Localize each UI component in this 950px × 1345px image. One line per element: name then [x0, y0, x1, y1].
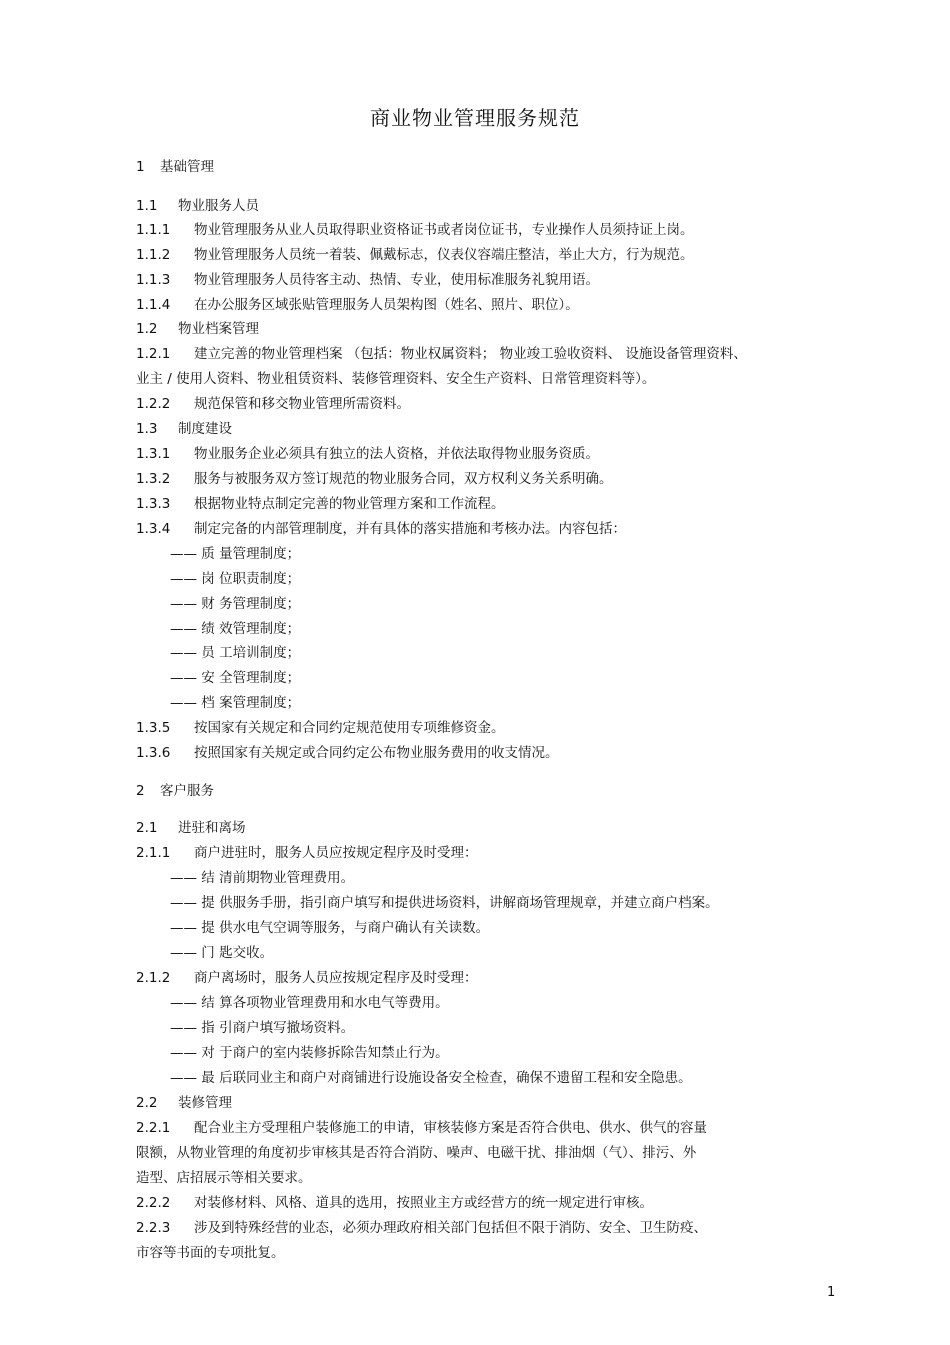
section-number: 1.3.4: [136, 521, 171, 537]
line-text: 进驻和离场: [178, 820, 246, 836]
text-line: [136, 246, 694, 264]
section-number: 1.3.1: [136, 446, 171, 462]
line-text: —— 安 全管理制度；: [170, 670, 301, 686]
line-text: 对装修材料、风格、道具的选用，按照业主方或经营方的统一规定进行审核。: [194, 1195, 653, 1211]
text-line: [136, 844, 478, 862]
section-number: 2.2.1: [136, 1120, 171, 1136]
line-text: 造型、店招展示等相关要求。: [136, 1170, 312, 1186]
line-text: —— 最 后联同业主和商户对商铺进行设施设备安全检查，确保不遗留工程和安全隐患。: [170, 1070, 692, 1086]
line-text: —— 提 供服务手册，指引商户填写和提供进场资料，讲解商场管理规章，并建立商户档案。: [170, 895, 719, 911]
text-line: [136, 1094, 232, 1112]
text-line: [136, 719, 505, 737]
section-number: 2.1.1: [136, 845, 171, 861]
line-text: 物业服务人员: [178, 198, 259, 214]
text-line: [136, 744, 559, 762]
text-line: [136, 1169, 312, 1187]
line-text: 客户服务: [160, 783, 214, 799]
text-line: [136, 819, 246, 837]
section-number: 1.3.5: [136, 720, 171, 736]
text-line: [136, 296, 579, 314]
section-number: 1.1: [136, 198, 158, 214]
text-line: [170, 919, 489, 937]
section-number: 1.2.1: [136, 346, 171, 362]
text-line: [136, 221, 694, 239]
line-text: —— 员 工培训制度；: [170, 645, 301, 661]
line-text: —— 质 量管理制度；: [170, 546, 301, 562]
text-line: [136, 445, 599, 463]
line-text: 市容等书面的专项批复。: [136, 1245, 285, 1261]
text-line: [136, 782, 214, 800]
line-text: 根据物业特点制定完善的物业管理方案和工作流程。: [194, 496, 505, 512]
line-text: 服务与被服务双方签订规范的物业服务合同，双方权利义务关系明确。: [194, 471, 613, 487]
line-text: 按照国家有关规定或合同约定公布物业服务费用的收支情况。: [194, 745, 559, 761]
line-text: —— 结 清前期物业管理费用。: [170, 870, 355, 886]
line-text: —— 提 供水电气空调等服务，与商户确认有关读数。: [170, 920, 490, 936]
text-line: [170, 869, 354, 887]
text-line: [136, 158, 214, 176]
text-line: [170, 694, 300, 712]
text-line: [170, 620, 300, 638]
line-text: 业主 / 使用人资料、物业租赁资料、装修管理资料、安全生产资料、日常管理资料等）。: [136, 371, 656, 387]
line-text: 制度建设: [178, 421, 232, 437]
section-number: 1.2: [136, 321, 158, 337]
text-line: [136, 1119, 707, 1137]
section-number: 2: [136, 783, 145, 799]
section-number: 1.1.4: [136, 297, 171, 313]
section-number: 1.3: [136, 421, 158, 437]
text-line: [136, 969, 478, 987]
text-line: [170, 595, 300, 613]
section-number: 1.2.2: [136, 396, 171, 412]
text-line: [170, 944, 273, 962]
line-text: 装修管理: [178, 1095, 232, 1111]
section-number: 2.1: [136, 820, 158, 836]
line-text: —— 结 算各项物业管理费用和水电气等费用。: [170, 995, 449, 1011]
text-line: [136, 271, 599, 289]
text-line: [136, 1219, 707, 1237]
section-number: 2.2: [136, 1095, 158, 1111]
line-text: 限额，从物业管理的角度初步审核其是否符合消防、噪声、电磁干扰、排油烟（气）、排污、外: [136, 1145, 697, 1161]
section-number: 2.2.2: [136, 1195, 171, 1211]
line-text: —— 财 务管理制度；: [170, 596, 301, 612]
text-line: [170, 1019, 354, 1037]
section-number: 1: [136, 159, 145, 175]
line-text: —— 岗 位职责制度；: [170, 571, 301, 587]
section-number: 1.3.2: [136, 471, 171, 487]
line-text: —— 指 引商户填写撤场资料。: [170, 1020, 355, 1036]
text-line: [170, 669, 300, 687]
text-line: [136, 1144, 696, 1162]
line-text: —— 门 匙交收。: [170, 945, 274, 961]
line-text: 规范保管和移交物业管理所需资料。: [194, 396, 410, 412]
text-line: [136, 345, 747, 363]
section-number: 1.1.3: [136, 272, 171, 288]
section-number: 2.2.3: [136, 1220, 171, 1236]
section-number: 2.1.2: [136, 970, 171, 986]
page-number: 1: [827, 1285, 836, 1300]
text-line: [136, 495, 505, 513]
line-text: 物业管理服务人员待客主动、热情、专业，使用标准服务礼貌用语。: [194, 272, 599, 288]
text-line: [170, 570, 300, 588]
text-line: [136, 1194, 653, 1212]
text-line: [136, 395, 410, 413]
line-text: 涉及到特殊经营的业态，必须办理政府相关部门包括但不限于消防、安全、卫生防疫、: [194, 1220, 707, 1236]
text-line: [136, 320, 259, 338]
text-line: [170, 1069, 692, 1087]
line-text: 物业服务企业必须具有独立的法人资格，并依法取得物业服务资质。: [194, 446, 599, 462]
section-number: 1.1.1: [136, 222, 171, 238]
line-text: 商户离场时，服务人员应按规定程序及时受理：: [194, 970, 478, 986]
line-text: 物业管理服务人员统一着装、佩戴标志，仪表仪容端庄整洁，举止大方，行为规范。: [194, 247, 694, 263]
line-text: 制定完备的内部管理制度，并有具体的落实措施和考核办法。内容包括：: [194, 521, 626, 537]
line-text: 物业档案管理: [178, 321, 259, 337]
section-number: 1.1.2: [136, 247, 171, 263]
section-number: 1.3.6: [136, 745, 171, 761]
line-text: 建立完善的物业管理档案 （包括：物业权属资料； 物业竣工验收资料、 设施设备管理资料、: [194, 346, 747, 362]
document-title: 商业物业管理服务规范: [370, 106, 580, 130]
text-line: [170, 545, 300, 563]
line-text: —— 档 案管理制度；: [170, 695, 301, 711]
text-line: [170, 1044, 449, 1062]
text-line: [170, 644, 300, 662]
line-text: 基础管理: [160, 159, 214, 175]
line-text: —— 绩 效管理制度；: [170, 621, 301, 637]
line-text: 商户进驻时，服务人员应按规定程序及时受理：: [194, 845, 478, 861]
text-line: [170, 894, 719, 912]
line-text: 按国家有关规定和合同约定规范使用专项维修资金。: [194, 720, 505, 736]
text-line: [170, 994, 449, 1012]
line-text: 配合业主方受理租户装修施工的申请，审核装修方案是否符合供电、供水、供气的容量: [194, 1120, 707, 1136]
line-text: 在办公服务区域张贴管理服务人员架构图（姓名、照片、职位）。: [194, 297, 579, 313]
text-line: [136, 420, 232, 438]
line-text: —— 对 于商户的室内装修拆除告知禁止行为。: [170, 1045, 449, 1061]
text-line: [136, 470, 613, 488]
section-number: 1.3.3: [136, 496, 171, 512]
line-text: 物业管理服务从业人员取得职业资格证书或者岗位证书，专业操作人员须持证上岗。: [194, 222, 694, 238]
text-line: [136, 520, 626, 538]
text-line: [136, 1244, 285, 1262]
text-line: [136, 197, 259, 215]
text-line: [136, 370, 655, 388]
